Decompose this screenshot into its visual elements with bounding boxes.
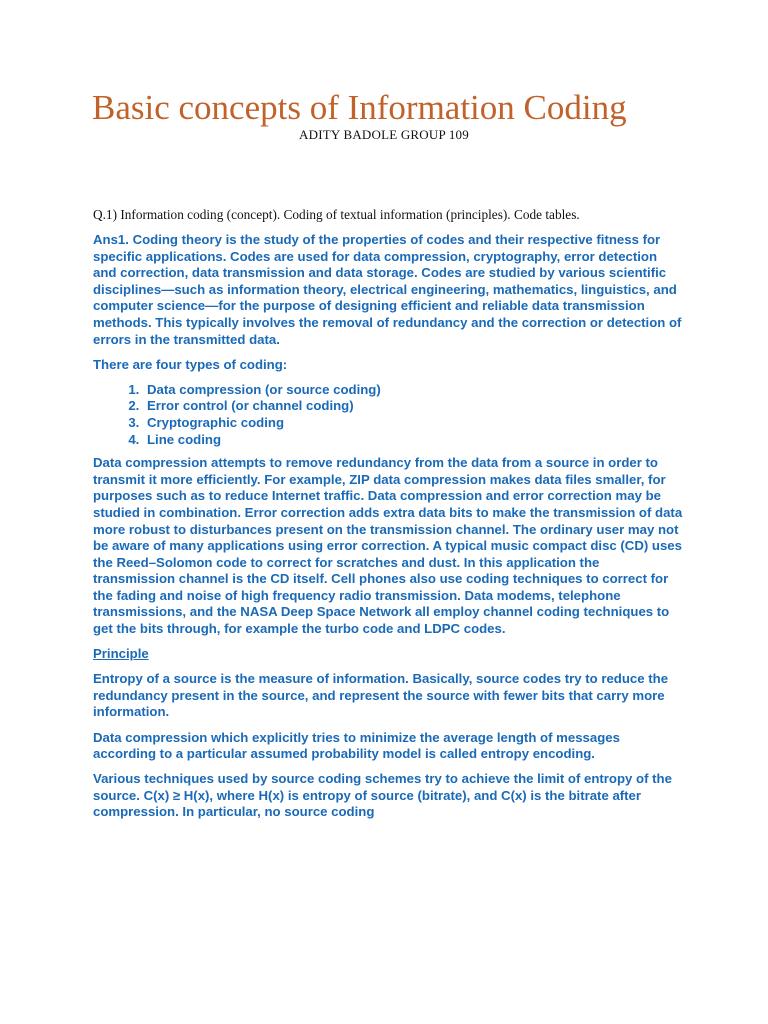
principle-heading: Principle	[93, 646, 149, 662]
coding-type-item: 2. Error control (or channel coding)	[143, 398, 683, 415]
types-intro-paragraph: There are four types of coding:	[93, 356, 288, 372]
coding-types-list	[93, 382, 683, 448]
techniques-paragraph: Various techniques used by source coding schemes try to achieve the limit of entropy of the source. C(x) ≥ H(x), where H(x) is entropy of source (bitrate), and C(x) is the bitrate after compression. In particular, no source coding	[93, 771, 672, 820]
coding-type-item: 1. Data compression (or source coding)	[143, 382, 683, 399]
coding-type-item: 3. Cryptographic coding	[143, 415, 683, 432]
answer-body	[93, 232, 683, 830]
coding-type-item: 4. Line coding	[143, 432, 683, 449]
document-title: Basic concepts of Information Coding	[92, 88, 627, 127]
author-line: ADITY BADOLE GROUP 109	[299, 127, 469, 142]
compression-paragraph: Data compression attempts to remove redundancy from the data from a source in order to transmit it more efficiently. For example, ZIP data compression makes data files smaller, for purposes such as to reduce Internet traffic. Data compression and error correction may be studied in combination. Error correction adds extra data bits to make the transmission of data more robust to disturbances present on the transmission channel. The ordinary user may not be aware of many applications using error correction. A typical music compact disc (CD) uses the Reed–Solomon code to correct for scratches and dust. In this application the transmission channel is the CD itself. Cell phones also use coding techniques to correct for the fading and noise of high frequency radio transmission. Data modems, telephone transmissions, and the NASA Deep Space Network all employ channel coding techniques to get the bits through, for example the turbo code and LDPC codes.	[93, 455, 683, 637]
question-text: Q.1) Information coding (concept). Coding of textual information (principles). Code tables.	[93, 207, 580, 222]
entropy-paragraph: Entropy of a source is the measure of information. Basically, source codes try to reduce the redundancy present in the source, and represent the source with fewer bits that carry more information.	[93, 671, 669, 720]
answer-intro-paragraph: Ans1. Coding theory is the study of the properties of codes and their respective fitness for specific applications. Codes are used for data compression, cryptography, error detection and correction, data transmission and data storage. Codes are studied by various scientific disciplines—such as information theory, electrical engineering, mathematics, linguistics, and computer science—for the purpose of designing efficient and reliable data transmission methods. This typically involves the removal of redundancy and the correction or detection of errors in the transmitted data.	[93, 232, 682, 347]
entropy-encoding-paragraph: Data compression which explicitly tries to minimize the average length of messages according to a particular assumed probability model is called entropy encoding.	[93, 729, 620, 762]
